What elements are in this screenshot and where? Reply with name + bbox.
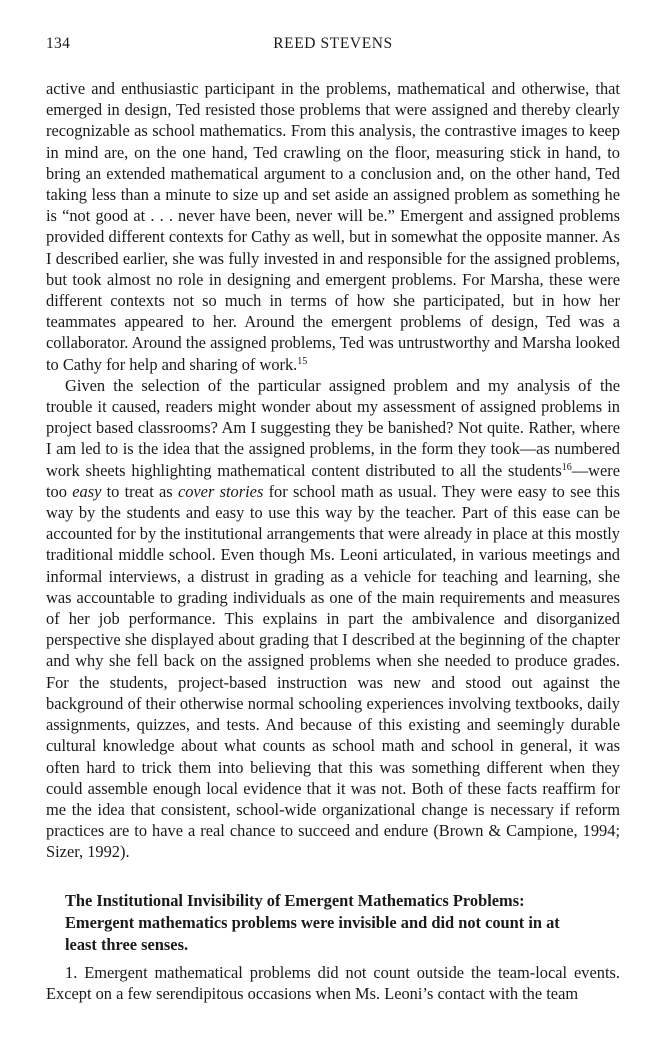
paragraph-1-text: active and enthusiastic participant in the problems, mathematical and otherwise, that emerged in design, Ted resisted those problems that were assigned and thereby clearly recognizable as school mathematics. From this analysis, the contrastive images to keep in mind are, on the one hand, Ted crawling on the floor, measuring stick in hand, to bring an extended mathematical argument to a conclusion and, on the other hand, Ted taking less than a minute to size up and set aside an assigned problem as something he is “not good at . . . never have been, never will be.” Emergent and assigned problems provided different contexts for Cathy as well, but in somewhat the opposite manner. As I described earlier, she was fully invested in and responsible for the assigned problems, but took almost no role in designing and emergent problems. For Marsha, these were different contexts not so much in terms of how she participated, but in how her teammates appeared to her. Around the emergent problems of design, Ted was a collaborator. Around the assigned problems, Ted was untrustworthy and Marsha looked to Cathy for help and sharing of work. — [46, 79, 620, 374]
paragraph-2-part-3: to treat as — [101, 481, 178, 501]
footnote-marker-16[interactable]: 16 — [561, 461, 572, 473]
paragraph-2-part-1: Given the selection of the particular assigned problem and my analysis of the trouble it caused, readers might wonder about my assessment of assigned problems in project based classrooms? Am I suggesting they be banished? Not quite. Rather, where I am led to is the idea that the assigned problems, in the form they took—as numbered work sheets highlighting mathematical content distributed to all the students — [46, 375, 620, 480]
running-title: REED STEVENS — [273, 35, 393, 52]
running-head — [46, 30, 620, 52]
paragraph-2-part-2: —were too — [46, 460, 620, 501]
emphasis-cover-stories: cover stories — [177, 481, 264, 501]
paragraph-1 — [46, 78, 620, 375]
paragraph-2 — [46, 375, 620, 863]
paragraph-3-text: 1. Emergent mathematical problems did not count outside the team-local events. Except on a few serendipitous occasions when Ms. Leoni’s contact with the team — [46, 962, 620, 1003]
page-number: 134 — [46, 35, 71, 52]
section-heading: The Institutional Invisibility of Emergent Mathematics Problems: Emergent mathematics problems were invisible and did not count in at least three senses. — [65, 890, 560, 954]
footnote-marker-15[interactable]: 15 — [297, 355, 308, 367]
paragraph-2-part-4: for school math as usual. They were easy to see this way by the students and easy to use this way by the teacher. Part of this ease can be accounted for by the institutional arrangements that were already in place at this mostly traditional middle school. Even though Ms. Leoni articulated, in various meetings and informal interviews, a distrust in grading as a vehicle for teaching and learning, she was accountable to grading individuals as one of the main requirements and measures of her job performance. This explains in part the ambivalence and disorganized perspective she displayed about grading that I described at the beginning of the chapter and why she fell back on the assigned problems when she needed to produce grades. For the students, project-based instruction was new and stood out against the background of their otherwise normal schooling experiences involving textbooks, daily assignments, quizzes, and tests. And because of this existing and seemingly durable cultural knowledge about what counts as school math and school in general, it was often hard to trick them into believing that this was something different when they could assemble enough local evidence that it was not. Both of these facts reaffirm for me the idea that consistent, school-wide organizational change is necessary if reform practices are to have a real chance to succeed and endure (Brown & Campione, 1994; Sizer, 1992). — [46, 481, 620, 862]
body-text — [46, 78, 620, 1004]
paragraph-3 — [46, 962, 620, 1004]
emphasis-easy: easy — [72, 481, 102, 501]
book-page — [46, 30, 620, 1004]
